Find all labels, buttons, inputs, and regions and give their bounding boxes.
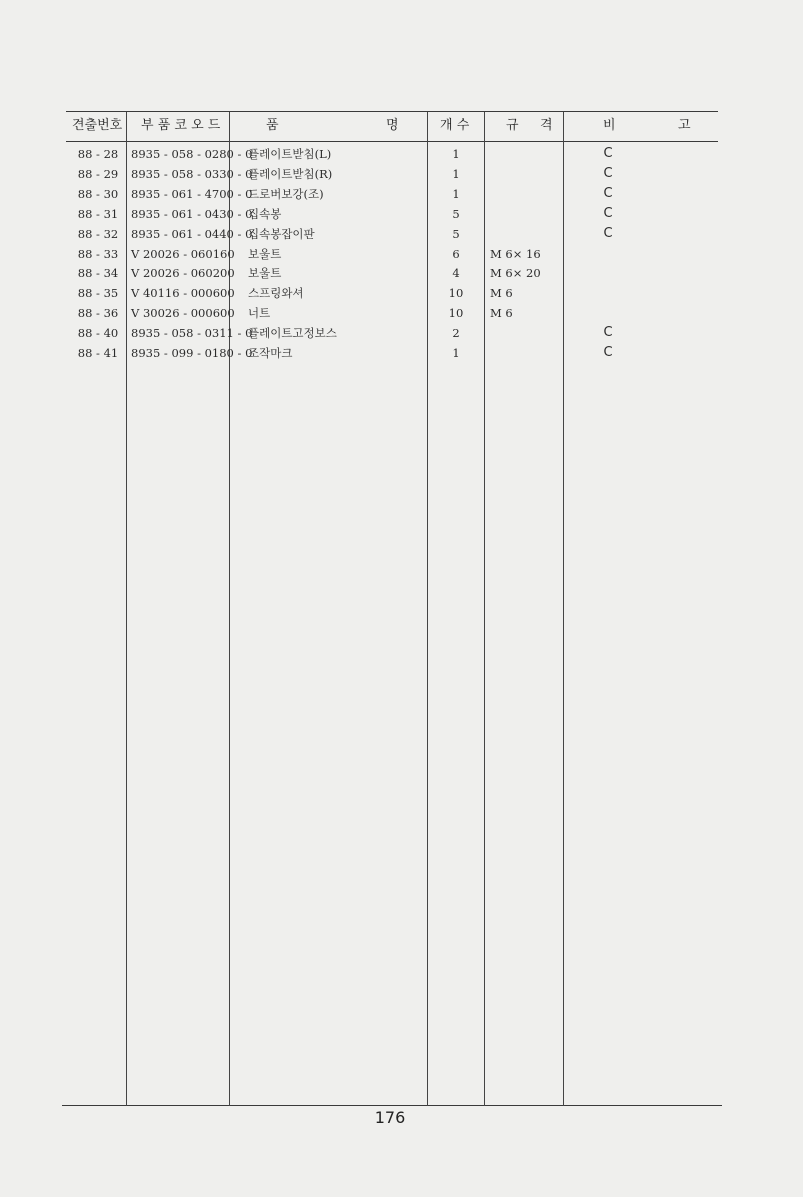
specification-cell: M 6 [490,306,513,321]
part-name-cell: 플레이트받침(R) [248,166,333,181]
remark-cell: C [603,325,613,341]
part-name-cell: 집속봉 [248,206,282,221]
part-code-cell: 8935 - 099 - 0180 - 0 [131,346,253,360]
part-name-cell: 너트 [248,306,271,321]
row-number-cell: 88 - 29 [77,166,119,181]
header-no: 견출번호 [72,118,123,133]
part-code-cell: 8935 - 061 - 0440 - 0 [131,226,253,241]
remark-cell: C [603,225,613,241]
header-code: 부 품 코 오 드 [141,118,221,133]
part-name-cell: 플레이트고정보스 [248,326,337,341]
quantity-cell: 5 [452,206,460,221]
header-qty: 개 수 [440,118,470,133]
part-name-cell: 보울트 [248,266,282,281]
row-number-cell: 88 - 35 [77,286,119,301]
remark-cell: C [603,165,613,181]
table-row [0,244,803,264]
part-code-cell: 8935 - 058 - 0330 - 0 [131,166,253,181]
quantity-cell: 1 [452,186,460,201]
part-name-cell: 조작마크 [248,346,293,360]
quantity-cell: 4 [452,266,460,281]
table-row [0,224,803,244]
row-number-cell: 88 - 32 [77,226,119,241]
row-number-cell: 88 - 40 [77,326,119,341]
header-remark-2: 고 [678,118,691,133]
row-number-cell: 88 - 36 [77,306,119,321]
table-row [0,263,803,283]
quantity-cell: 10 [448,286,464,301]
part-name-cell: 보울트 [248,246,282,261]
remark-cell: C [603,146,613,161]
part-code-cell: V 30026 - 000600 [131,306,235,321]
quantity-cell: 1 [452,147,460,161]
remark-cell: C [603,185,613,201]
part-code-cell: V 20026 - 060160 [131,246,235,261]
table-row [0,204,803,224]
row-number-cell: 88 - 28 [77,147,119,161]
part-name-cell: 드로버보강(조) [248,186,324,201]
quantity-cell: 1 [452,166,460,181]
table-row [0,343,803,363]
header-spec-2: 격 [540,118,553,133]
header-remark-1: 비 [603,118,616,133]
remark-cell: C [603,205,613,221]
table-row [0,303,803,323]
part-code-cell: 8935 - 061 - 0430 - 0 [131,206,253,221]
quantity-cell: 5 [452,226,460,241]
part-name-cell: 플레이트받침(L) [248,147,332,161]
row-number-cell: 88 - 33 [77,246,119,261]
row-number-cell: 88 - 31 [77,206,119,221]
row-number-cell: 88 - 34 [77,266,119,281]
header-bottom-rule [66,141,718,142]
table-row [0,323,803,343]
table-row [0,184,803,204]
table-bottom-rule [62,1105,722,1106]
quantity-cell: 1 [452,346,460,360]
header-name-2: 명 [386,118,399,133]
table-row [0,283,803,303]
row-number-cell: 88 - 41 [77,346,119,360]
specification-cell: M 6× 20 [490,266,541,281]
quantity-cell: 6 [452,246,460,261]
part-code-cell: 8935 - 061 - 4700 - 0 [131,186,253,201]
page-number: 176 [374,1108,406,1127]
table-row [0,164,803,184]
row-number-cell: 88 - 30 [77,186,119,201]
header-name-1: 품 [266,118,279,133]
specification-cell: M 6× 16 [490,246,541,261]
part-code-cell: 8935 - 058 - 0280 - 0 [131,147,253,161]
remark-cell: C [603,345,613,360]
specification-cell: M 6 [490,286,513,301]
quantity-cell: 10 [448,306,464,321]
part-name-cell: 스프링와셔 [248,286,304,301]
table-row [0,144,803,164]
part-code-cell: 8935 - 058 - 0311 - 0 [131,326,253,341]
header-spec-1: 규 [506,118,519,133]
quantity-cell: 2 [452,326,460,341]
part-code-cell: V 20026 - 060200 [131,266,235,281]
part-name-cell: 집속봉잡이판 [248,226,315,241]
part-code-cell: V 40116 - 000600 [131,286,235,301]
